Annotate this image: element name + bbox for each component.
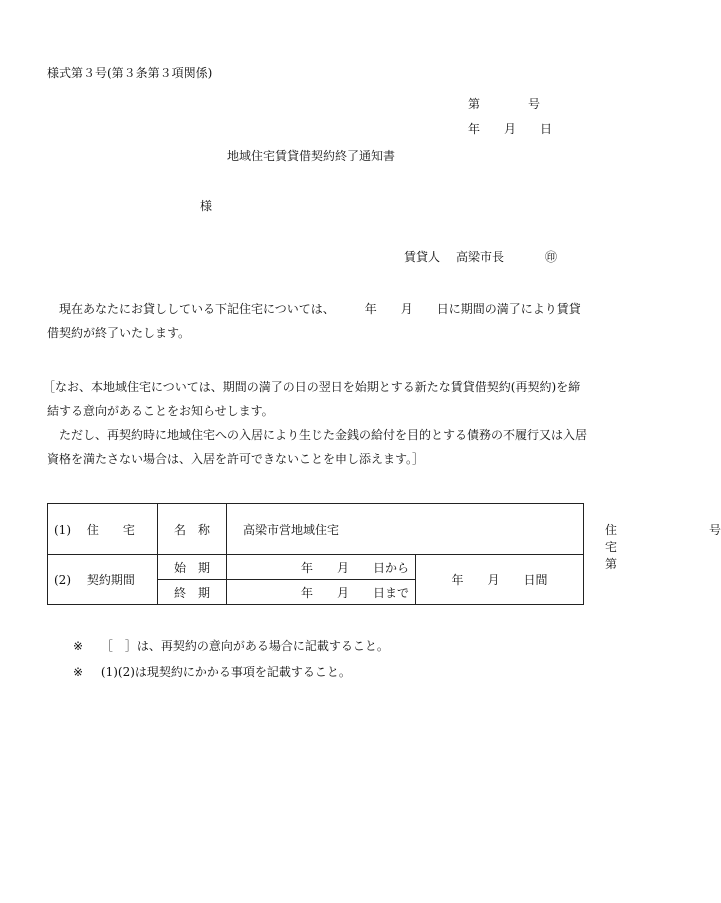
end-value: 年 月 日まで: [227, 580, 416, 605]
recipient-honorific: 様: [200, 199, 213, 213]
note-2: [73, 663, 351, 680]
housing-heading-cell: [48, 504, 158, 555]
sender-role: 賃貸人: [404, 250, 441, 264]
housing-field-label: 名 称: [158, 504, 227, 555]
note-1-text: ［ ］は、再契約の意向がある場合に記載すること。: [100, 639, 389, 653]
form-number: 様式第３号(第３条第３項関係): [47, 66, 213, 80]
document-title: 地域住宅賃貸借契約終了通知書: [227, 149, 396, 163]
body-paragraph-2: ［なお、本地域住宅については、期間の満了の日の翌日を始期とする新たな賃貸借契約(再契約)を締結する意向があることをお知らせします。: [43, 380, 581, 418]
document-number: [468, 95, 558, 112]
period-heading-cell: [48, 555, 158, 605]
table-row-start: [48, 555, 584, 580]
note-1: [73, 637, 389, 654]
duration-value: 年 月 日間: [416, 555, 584, 605]
note-1-mark: ※: [73, 639, 84, 653]
period-number: (2): [54, 573, 71, 587]
issue-date: 年 月 日: [468, 122, 553, 136]
housing-label: 住 宅: [86, 522, 135, 537]
start-label: 始 期: [158, 555, 227, 580]
note-2-mark: ※: [73, 665, 84, 679]
housing-value-cell: 高梁市営地域住宅 住宅 第 号: [227, 504, 584, 555]
table-row-housing: [48, 504, 584, 555]
document-number-text: 第 号: [468, 97, 541, 111]
body-paragraph-3: ただし、再契約時に地域住宅への入居により生じた金銭の給付を目的とする債務の不履行又は入居資格を満たさない場合は、入居を許可できないことを申し添えます。］: [47, 428, 588, 466]
end-label: 終 期: [158, 580, 227, 605]
start-value: 年 月 日から: [227, 555, 416, 580]
seal-mark: ㊞: [545, 250, 558, 264]
period-label: 契約期間: [86, 573, 135, 587]
housing-value: 高梁市営地域住宅: [243, 522, 340, 537]
sender-name: 高梁市長: [456, 250, 505, 264]
body-paragraph-1: 現在あなたにお貸ししている下記住宅については、 年 月 日に期間の満了により賃貸借契約が終了いたします。: [47, 302, 581, 340]
note-2-text: (1)(2)は現契約にかかる事項を記載すること。: [100, 665, 351, 679]
contract-table: [47, 503, 721, 605]
housing-number: (1): [54, 522, 71, 537]
